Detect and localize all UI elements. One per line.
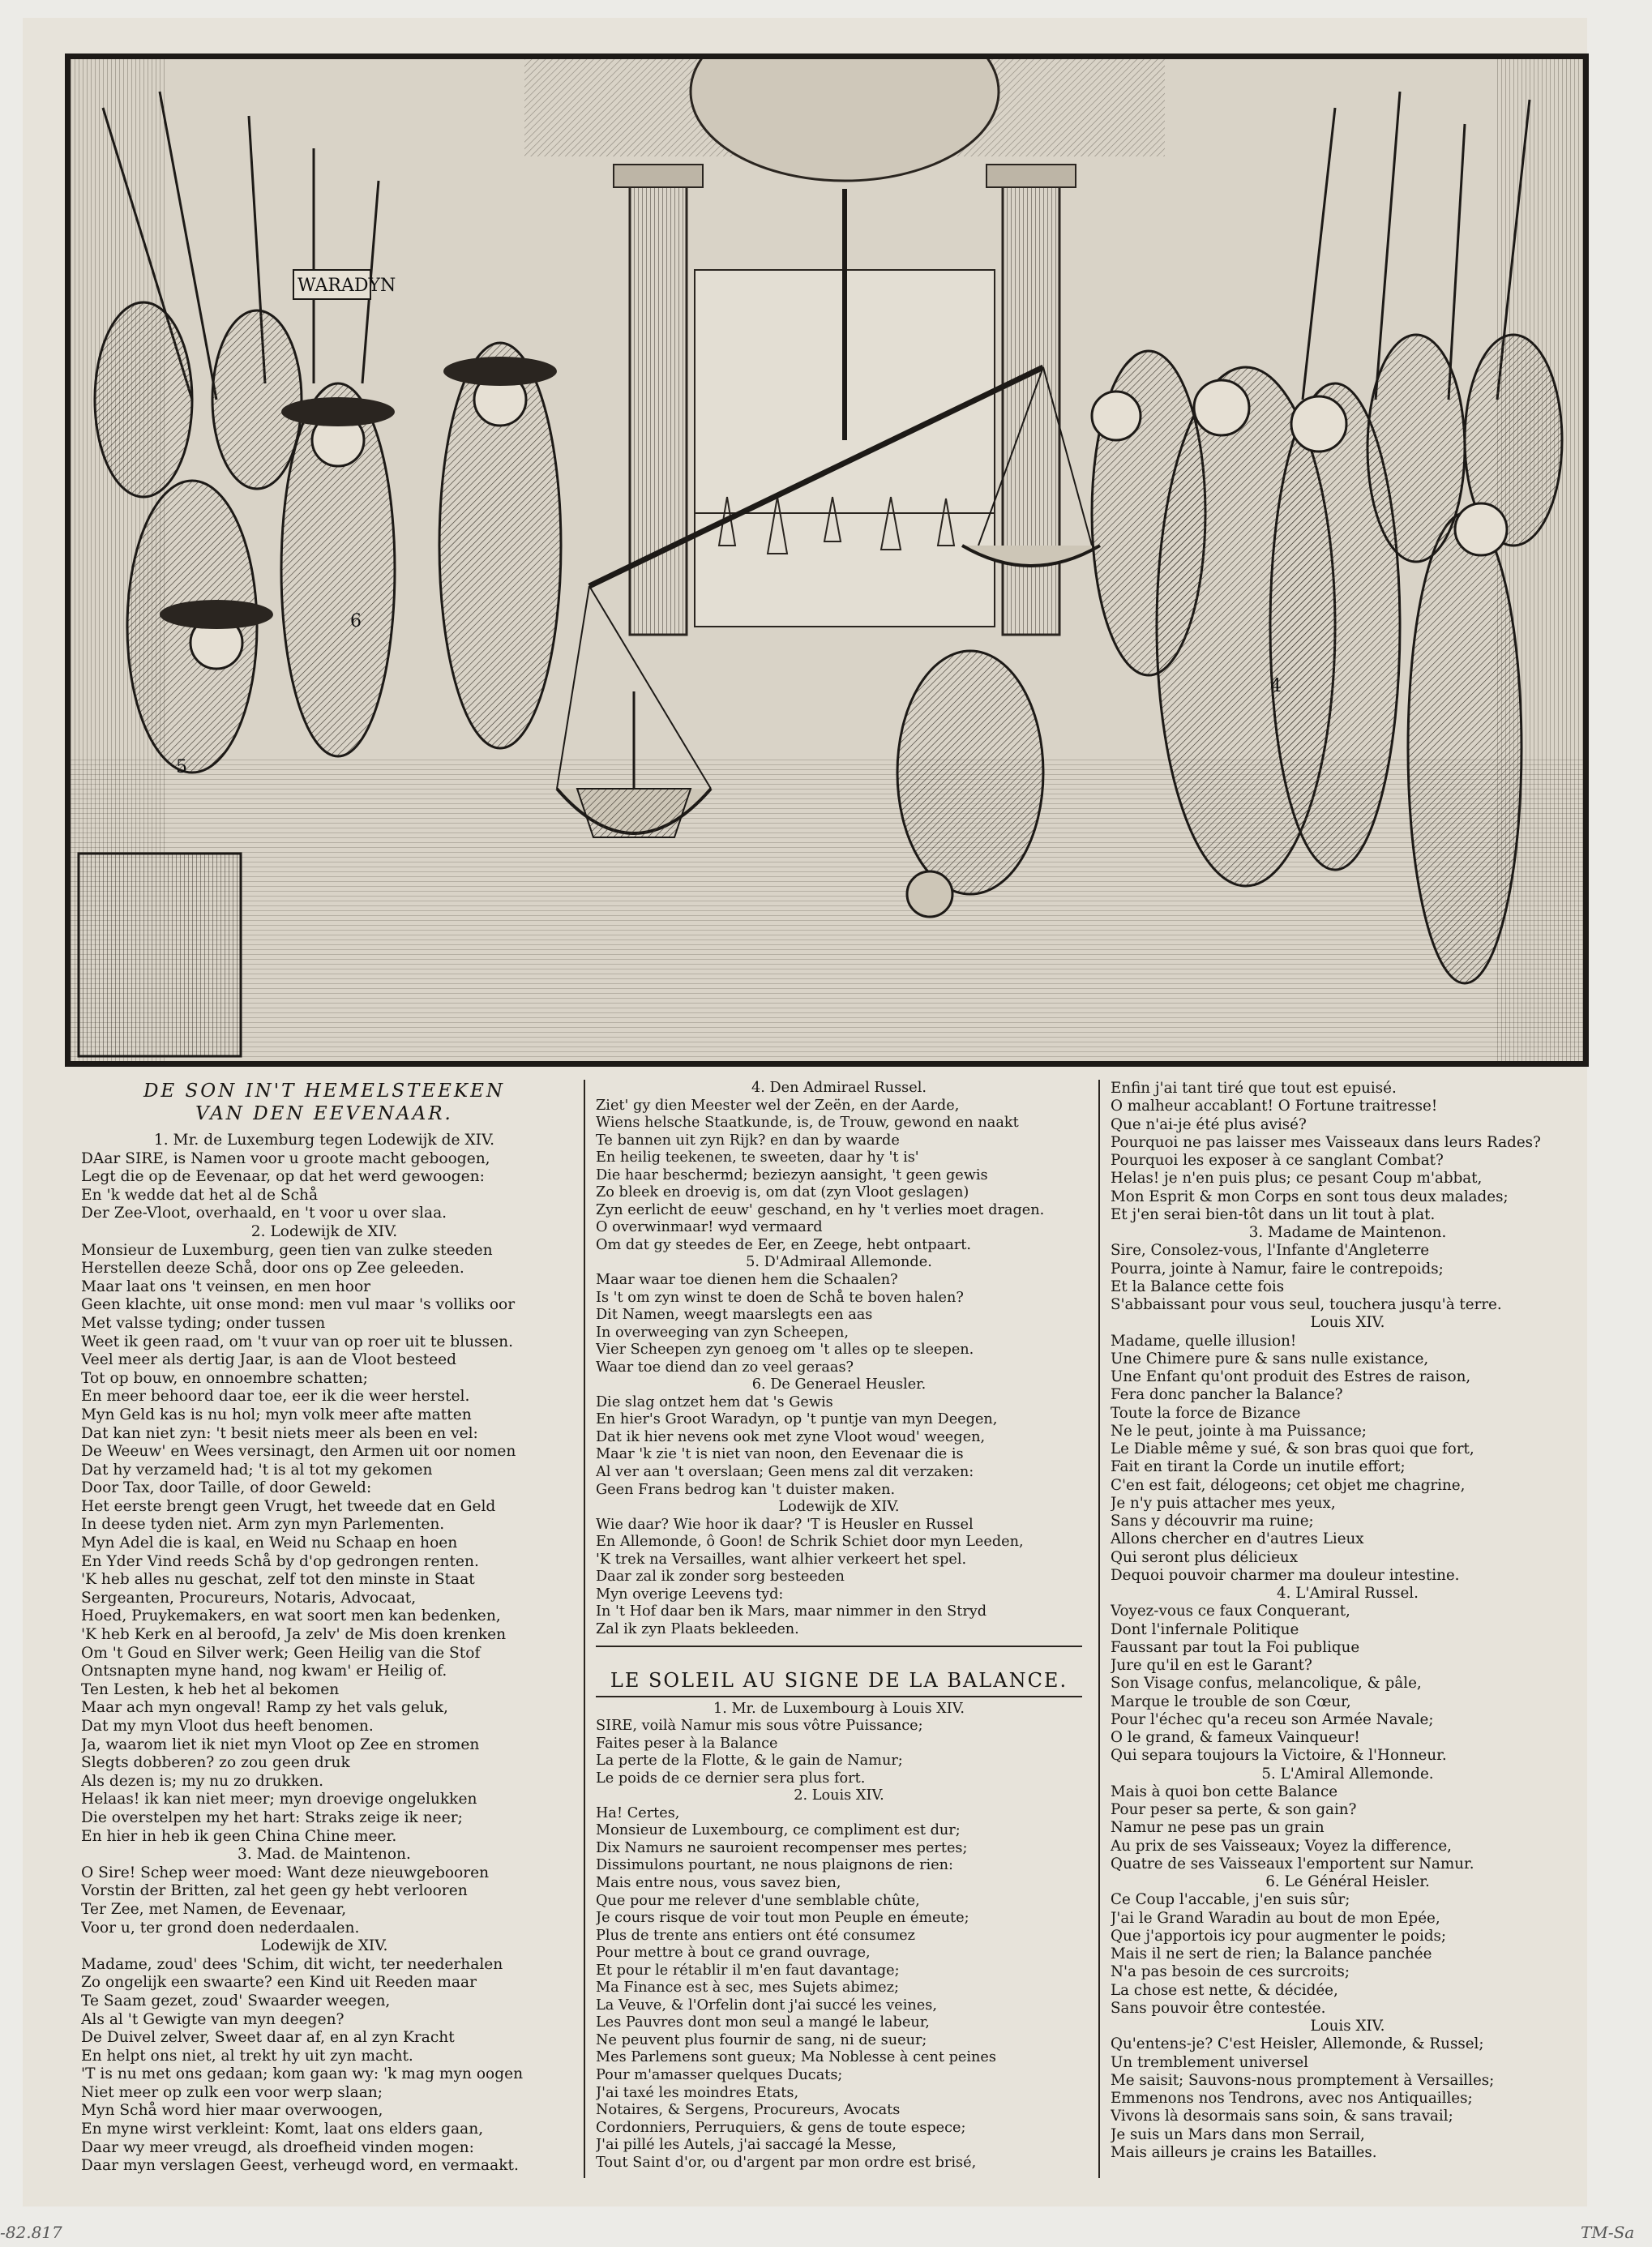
verse-line: Dix Namurs ne sauroient recompenser mes pertes; bbox=[596, 1839, 968, 1856]
verse-line: Toute la force de Bizance bbox=[1111, 1404, 1301, 1422]
figure-number-4: 4 bbox=[1270, 676, 1282, 696]
verse-line: Ten Lesten, k heb het al bekomen bbox=[81, 1680, 340, 1698]
verse-line: Voor u, ter grond doen nederdaalen. bbox=[81, 1919, 360, 1937]
verse-line: Ne peuvent plus fournir de sang, ni de sueur; bbox=[596, 2031, 927, 2048]
dutch-title-line2: VAN DEN EEVENAAR. bbox=[195, 1103, 453, 1124]
verse-line: Qui seront plus délicieux bbox=[1111, 1548, 1299, 1566]
verse-line: Ha! Certes, bbox=[596, 1804, 680, 1821]
verse-line: O le grand, & fameux Vainqueur! bbox=[1111, 1729, 1360, 1746]
verse-line: 3. Madame de Maintenon. bbox=[1248, 1224, 1447, 1241]
verse-line: Legt die op de Eevenaar, op dat het werd gewoogen: bbox=[81, 1168, 485, 1186]
verse-line: Allons chercher en d'autres Lieux bbox=[1111, 1530, 1364, 1548]
verse-line: 'K trek na Versailles, want alhier verkeert het spel. bbox=[596, 1551, 967, 1568]
verse-line: Et pour le rétablir il m'en faut davantage; bbox=[596, 1962, 900, 1979]
verse-line: Dat kan niet zyn: 't besit niets meer als been en vel: bbox=[81, 1424, 478, 1442]
verse-line: Tout Saint d'or, ou d'argent par mon ordre est brisé, bbox=[596, 2154, 977, 2171]
verse-line: 4. Den Admirael Russel. bbox=[751, 1080, 927, 1096]
verse-line: Une Chimere pure & sans nulle existance, bbox=[1111, 1350, 1429, 1367]
verse-line: Lodewijk de XIV. bbox=[260, 1937, 388, 1955]
verse-line: Notaires, & Sergens, Procureurs, Avocats bbox=[596, 2102, 901, 2119]
verse-line: Pourquoi ne pas laisser mes Vaisseaux dans leurs Rades? bbox=[1111, 1133, 1541, 1151]
verse-line: Als dezen is; my nu zo drukken. bbox=[81, 1772, 324, 1790]
verse-line: Dequoi pouvoir charmer ma douleur intestine. bbox=[1111, 1566, 1460, 1584]
verse-line: Un tremblement universel bbox=[1111, 2053, 1309, 2071]
verse-line: O Sire! Schep weer moed: Want deze nieuwgebooren bbox=[81, 1864, 490, 1881]
verse-line: Dat ik hier nevens ook met zyne Vloot woud' weegen, bbox=[596, 1428, 986, 1445]
verse-line: In overweeging van zyn Scheepen, bbox=[596, 1324, 849, 1341]
verse-line: 3. Mad. de Maintenon. bbox=[238, 1846, 411, 1864]
verse-line: La chose est nette, & décidée, bbox=[1111, 1981, 1338, 1999]
verse-line: 2. Louis XIV. bbox=[794, 1787, 884, 1804]
verse-line: 6. Le Général Heisler. bbox=[1265, 1873, 1430, 1890]
verse-line: Une Enfant qu'ont produit des Estres de raison, bbox=[1111, 1368, 1471, 1385]
verse-line: Enfin j'ai tant tiré que tout est epuisé. bbox=[1111, 1080, 1397, 1097]
verse-line: Zo ongelijk een swaarte? een Kind uit Reeden maar bbox=[81, 1974, 477, 1992]
verse-line: Pourra, jointe à Namur, faire le contrepoids; bbox=[1111, 1260, 1444, 1278]
verse-line: Marque le trouble de son Cœur, bbox=[1111, 1693, 1351, 1710]
verse-line: 'K heb Kerk en al beroofd, Ja zelv' de Mis doen krenken bbox=[81, 1626, 507, 1644]
verse-line: Mon Esprit & mon Corps en sont tous deux malades; bbox=[1111, 1188, 1509, 1205]
verse-line: Te Saam gezet, zoud' Swaarder weegen, bbox=[81, 1992, 391, 2009]
verse-line: De Weeuw' en Wees versinagt, den Armen uit oor nomen bbox=[81, 1443, 516, 1461]
verse-line: Te bannen uit zyn Rijk? en dan by waarde bbox=[596, 1132, 900, 1149]
verse-line: En Allemonde, ô Goon! de Schrik Schiet door myn Leeden, bbox=[596, 1534, 1024, 1551]
margin-note-left: -82.817 bbox=[0, 2223, 62, 2242]
verse-line: Maar laat ons 't veinsen, en men hoor bbox=[81, 1278, 371, 1295]
verse-line: Mais à quoi bon cette Balance bbox=[1111, 1783, 1338, 1800]
verse-line: J'ai le Grand Waradin au bout de mon Epée, bbox=[1111, 1909, 1440, 1927]
verse-line: En Yder Vind reeds Schå by d'op gedrongen renten. bbox=[81, 1552, 479, 1570]
verse-line: Het eerste brengt geen Vrugt, het tweede dat en Geld bbox=[81, 1497, 496, 1515]
verse-line: En myne wirst verkleint: Komt, laat ons elders gaan, bbox=[81, 2121, 484, 2138]
french-verse-lines bbox=[596, 1701, 1082, 2172]
verse-line: Die haar beschermd; beziezyn aansight, 't geen gewis bbox=[596, 1166, 988, 1183]
verse-line: Waar toe diend dan zo veel geraas? bbox=[596, 1359, 854, 1376]
verse-line: Sans y découvrir ma ruine; bbox=[1111, 1513, 1314, 1530]
verse-line: Zal ik zyn Plaats bekleeden. bbox=[596, 1620, 799, 1637]
print-sheet bbox=[23, 18, 1587, 2206]
middle-verse-column bbox=[596, 1080, 1082, 2178]
verse-line: Maar waar toe dienen hem die Schaalen? bbox=[596, 1272, 898, 1289]
verse-line: Myn Adel die is kaal, en Weid nu Schaap en hoen bbox=[81, 1534, 458, 1552]
verse-line: Jure qu'il en est le Garant? bbox=[1111, 1657, 1312, 1674]
verse-line: Veel meer als dertig Jaar, is aan de Vloot besteed bbox=[81, 1351, 457, 1369]
verse-line: C'en est fait, délogeons; cet objet me chagrine, bbox=[1111, 1476, 1466, 1494]
verse-line: 'T is nu met ons gedaan; kom gaan wy: 'k mag myn oogen bbox=[81, 2065, 524, 2083]
verse-line: Que n'ai-je été plus avisé? bbox=[1111, 1115, 1307, 1133]
verse-line: Der Zee-Vloot, overhaald, en 't voor u over slaa. bbox=[81, 1205, 447, 1222]
verse-text-block bbox=[65, 1080, 1589, 2182]
verse-line: Pour mettre à bout ce grand ouvrage, bbox=[596, 1945, 871, 1962]
verse-line: S'abbaissant pour vous seul, touchera jusqu'à terre. bbox=[1111, 1296, 1502, 1313]
verse-line: Le poids de ce dernier sera plus fort. bbox=[596, 1770, 866, 1787]
verse-line: Mais ailleurs je crains les Batailles. bbox=[1111, 2143, 1377, 2161]
french-title: LE SOLEIL AU SIGNE DE LA BALANCE. bbox=[596, 1668, 1082, 1697]
verse-line: Maar ach myn ongeval! Ramp zy het vals geluk, bbox=[81, 1699, 448, 1717]
verse-line: Pour m'amasser quelques Ducats; bbox=[596, 2066, 843, 2083]
verse-line: N'a pas besoin de ces surcroits; bbox=[1111, 1963, 1350, 1981]
verse-line: 5. L'Amiral Allemonde. bbox=[1261, 1765, 1434, 1783]
verse-line: 2. Lodewijk de XIV. bbox=[250, 1222, 398, 1240]
verse-line: Ne le peut, jointe à ma Puissance; bbox=[1111, 1422, 1367, 1440]
verse-line: Que j'apportois icy pour augmenter le poids; bbox=[1111, 1927, 1447, 1945]
verse-line: Lodewijk de XIV. bbox=[778, 1499, 900, 1516]
dutch-verse-lines bbox=[81, 1132, 567, 2176]
verse-line: In deese tyden niet. Arm zyn myn Parlementen. bbox=[81, 1516, 445, 1534]
verse-line: Ma Finance est à sec, mes Sujets abimez; bbox=[596, 1979, 899, 1997]
section-divider bbox=[596, 1646, 1082, 1668]
verse-line: Monsieur de Luxemburg, geen tien van zulke steeden bbox=[81, 1241, 493, 1259]
verse-line: Helaas! ik kan niet meer; myn droevige ongelukken bbox=[81, 1791, 477, 1808]
verse-line: Zyn eerlicht de eeuw' geschand, en hy 't verlies moet dragen. bbox=[596, 1201, 1045, 1218]
verse-line: 5. D'Admiraal Allemonde. bbox=[746, 1254, 932, 1271]
verse-line: 1. Mr. de Luxemburg tegen Lodewijk de XIV. bbox=[153, 1132, 495, 1149]
french-verse-column bbox=[1111, 1080, 1585, 2178]
verse-line: In 't Hof daar ben ik Mars, maar nimmer in den Stryd bbox=[596, 1603, 987, 1620]
verse-line: 6. De Generael Heusler. bbox=[751, 1376, 927, 1393]
verse-line: Dont l'infernale Politique bbox=[1111, 1620, 1299, 1638]
verse-line: SIRE, voilà Namur mis sous vôtre Puissance; bbox=[596, 1718, 923, 1735]
verse-line: Louis XIV. bbox=[1310, 1314, 1385, 1332]
verse-line: Son Visage confus, melancolique, & pâle, bbox=[1111, 1675, 1422, 1693]
verse-line: Au prix de ses Vaisseaux; Voyez la difference, bbox=[1111, 1837, 1452, 1855]
verse-line: Die overstelpen my het hart: Straks zeige ik neer; bbox=[81, 1808, 463, 1826]
verse-line: Daar myn verslagen Geest, verheugd word, en vermaakt. bbox=[81, 2157, 519, 2175]
verse-line: En helpt ons niet, al trekt hy uit zyn macht. bbox=[81, 2047, 413, 2065]
verse-line: Om dat gy steedes de Eer, en Zeege, hebt ontpaart. bbox=[596, 1236, 971, 1253]
verse-line: Je cours risque de voir tout mon Peuple en émeute; bbox=[596, 1910, 969, 1927]
verse-line: Sire, Consolez-vous, l'Infante d'Angleterre bbox=[1111, 1242, 1430, 1260]
verse-line: Om 't Goud en Silver werk; Geen Heilig van die Stof bbox=[81, 1644, 481, 1662]
verse-line: De Duivel zelver, Sweet daar af, en al zyn Kracht bbox=[81, 2029, 455, 2047]
verse-line: Dit Namen, weegt maarslegts een aas bbox=[596, 1307, 873, 1324]
verse-line: En hier in heb ik geen China Chine meer. bbox=[81, 1827, 397, 1845]
verse-line: Le Diable même y sué, & son bras quoi que fort, bbox=[1111, 1440, 1474, 1457]
verse-line: Et la Balance cette fois bbox=[1111, 1278, 1285, 1295]
verse-line: Monsieur de Luxembourg, ce compliment est dur; bbox=[596, 1822, 961, 1839]
verse-line: Faussant par tout la Foi publique bbox=[1111, 1638, 1360, 1656]
column-divider bbox=[1098, 1080, 1100, 2178]
verse-line: 1. Mr. de Luxembourg à Louis XIV. bbox=[713, 1700, 965, 1717]
verse-line: DAar SIRE, is Namen voor u groote macht geboogen, bbox=[81, 1149, 490, 1167]
verse-line: Ter Zee, met Namen, de Eevenaar, bbox=[81, 1900, 347, 1918]
verse-line: Fera donc pancher la Balance? bbox=[1111, 1386, 1343, 1404]
verse-line: Je n'y puis attacher mes yeux, bbox=[1111, 1494, 1336, 1512]
verse-line: Sergeanten, Procureurs, Notaris, Advocaat, bbox=[81, 1589, 417, 1607]
verse-line: Daar zal ik zonder sorg besteeden bbox=[596, 1569, 845, 1586]
verse-line: 'K heb alles nu geschat, zelf tot den minste in Staat bbox=[81, 1571, 475, 1589]
verse-line: Vier Scheepen zyn genoeg om 't alles op te sleepen. bbox=[596, 1342, 974, 1359]
verse-line: Dat my myn Vloot dus heeft benomen. bbox=[81, 1718, 374, 1735]
verse-line: Ontsnapten myne hand, nog kwam' er Heilig of. bbox=[81, 1663, 447, 1680]
verse-line: Weet ik geen raad, om 't vuur van op roer uit te blussen. bbox=[81, 1333, 514, 1350]
verse-line: La perte de la Flotte, & le gain de Namur; bbox=[596, 1753, 903, 1770]
verse-line: Mes Parlemens sont gueux; Ma Noblesse à cent peines bbox=[596, 2049, 996, 2066]
verse-line: Namur ne pese pas un grain bbox=[1111, 1819, 1325, 1837]
verse-line: Wie daar? Wie hoor ik daar? 'T is Heusler en Russel bbox=[596, 1516, 974, 1533]
verse-line: En 'k wedde dat het al de Schå bbox=[81, 1186, 319, 1204]
verse-line: 4. L'Amiral Russel. bbox=[1277, 1585, 1419, 1602]
verse-line: Me saisit; Sauvons-nous promptement à Versailles; bbox=[1111, 2071, 1495, 2089]
verse-line: Vorstin der Britten, zal het geen gy hebt verlooren bbox=[81, 1882, 468, 1900]
verse-line: Qu'entens-je? C'est Heisler, Allemonde, & Russel; bbox=[1111, 2035, 1484, 2053]
verse-line: Helas! je n'en puis plus; ce pesant Coup m'abbat, bbox=[1111, 1170, 1483, 1188]
verse-line: O malheur accablant! O Fortune traitresse! bbox=[1111, 1098, 1438, 1115]
verse-line: La Veuve, & l'Orfelin dont j'ai succé les veines, bbox=[596, 1997, 937, 2014]
verse-line: Emmenons nos Tendrons, avec nos Antiquailles; bbox=[1111, 2090, 1473, 2107]
verse-line: Et j'en serai bien-tôt dans un lit tout à plat. bbox=[1111, 1205, 1436, 1223]
verse-line: J'ai taxé les moindres Etats, bbox=[596, 2084, 799, 2101]
verse-line: En meer behoord daar toe, eer ik die weer herstel. bbox=[81, 1388, 470, 1406]
verse-line: Mais entre nous, vous savez bien, bbox=[596, 1874, 841, 1891]
verse-line: Dissimulons pourtant, ne nous plaignons de rien: bbox=[596, 1857, 954, 1874]
verse-line: Ce Coup l'accable, j'en suis sûr; bbox=[1111, 1891, 1350, 1909]
verse-line: Sans pouvoir être contestée. bbox=[1111, 1999, 1326, 2017]
column-divider bbox=[584, 1080, 585, 2178]
verse-line: Zo bleek en droevig is, om dat (zyn Vloot geslagen) bbox=[596, 1184, 969, 1201]
verse-line: Die slag ontzet hem dat 's Gewis bbox=[596, 1393, 833, 1410]
verse-line: Quatre de ses Vaisseaux l'emportent sur Namur. bbox=[1111, 1855, 1474, 1872]
verse-line: Louis XIV. bbox=[1310, 2018, 1385, 2035]
verse-line: Pourquoi les exposer à ce sanglant Combat? bbox=[1111, 1152, 1444, 1169]
verse-line: Slegts dobberen? zo zou geen druk bbox=[81, 1754, 350, 1772]
verse-line: Hoed, Pruykemakers, en wat soort men kan bedenken, bbox=[81, 1607, 501, 1625]
margin-note-right: TM-Sa bbox=[1581, 2223, 1635, 2242]
verse-line: O overwinmaar! wyd vermaard bbox=[596, 1219, 823, 1236]
engraving-illustration bbox=[71, 59, 1583, 1061]
verse-line: Mais il ne sert de rien; la Balance panchée bbox=[1111, 1945, 1432, 1962]
flag-label: WARADYN bbox=[297, 276, 396, 296]
verse-line: Als al 't Gewigte van myn deegen? bbox=[81, 2010, 345, 2028]
figure-number-5: 5 bbox=[176, 757, 187, 777]
verse-line: Madame, zoud' dees 'Schim, dit wicht, ter neederhalen bbox=[81, 1955, 503, 1973]
verse-line: Ziet' gy dien Meester wel der Zeën, en der Aarde, bbox=[596, 1097, 960, 1114]
verse-line: Plus de trente ans entiers ont été consumez bbox=[596, 1927, 915, 1944]
verse-line: Al ver aan 't overslaan; Geen mens zal dit verzaken: bbox=[596, 1464, 974, 1481]
verse-line: Daar wy meer vreugd, als droefheid vinden mogen: bbox=[81, 2138, 474, 2156]
verse-line: Met valsse tyding; onder tussen bbox=[81, 1314, 326, 1332]
verse-line: J'ai pillé les Autels, j'ai saccagé la Messe, bbox=[596, 2137, 897, 2154]
verse-line: Ja, waarom liet ik niet myn Vloot op Zee en stromen bbox=[81, 1736, 480, 1753]
verse-line: Les Pauvres dont mon seul a mangé le labeur, bbox=[596, 2014, 930, 2031]
verse-line: En heilig teekenen, te sweeten, daar hy 't is' bbox=[596, 1149, 919, 1166]
verse-line: Vivons là desormais sans soin, & sans travail; bbox=[1111, 2108, 1453, 2125]
verse-line: Fait en tirant la Corde un inutile effort; bbox=[1111, 1458, 1406, 1476]
verse-line: Maar 'k zie 't is niet van noon, den Eevenaar die is bbox=[596, 1446, 964, 1463]
verse-line: Que pour me relever d'une semblable chûte, bbox=[596, 1892, 920, 1909]
dutch-verse-column bbox=[81, 1080, 567, 2178]
verse-line: Niet meer op zulk een voor werp slaan; bbox=[81, 2083, 383, 2101]
verse-line: Myn Schå word hier maar overwoogen, bbox=[81, 2102, 383, 2120]
verse-line: Geen klachte, uit onse mond: men vul maar 's volliks oor bbox=[81, 1296, 516, 1314]
verse-line: Door Tax, door Taille, of door Geweld: bbox=[81, 1479, 372, 1497]
verse-line: Je suis un Mars dans mon Serrail, bbox=[1111, 2125, 1365, 2143]
verse-line: Faites peser à la Balance bbox=[596, 1735, 778, 1752]
verse-line: Voyez-vous ce faux Conquerant, bbox=[1111, 1603, 1350, 1620]
engraving-plate bbox=[65, 54, 1589, 1067]
verse-line: Myn overige Leevens tyd: bbox=[596, 1586, 784, 1603]
dutch-verse-continued bbox=[596, 1080, 1082, 1639]
verse-line: Wiens helsche Staatkunde, is, de Trouw, gewond en naakt bbox=[596, 1115, 1019, 1132]
verse-line: Myn Geld kas is nu hol; myn volk meer afte matten bbox=[81, 1406, 472, 1423]
verse-line: Is 't om zyn winst te doen de Schå te boven halen? bbox=[596, 1289, 964, 1306]
french-verse-continued bbox=[1111, 1080, 1585, 2162]
verse-line: Pour l'échec qu'a receu son Armée Navale; bbox=[1111, 1710, 1434, 1728]
verse-line: Qui separa toujours la Victoire, & l'Honneur. bbox=[1111, 1747, 1447, 1765]
dutch-title-line1: DE SON IN'T HEMELSTEEKEN bbox=[143, 1081, 505, 1102]
verse-line: Cordonniers, Perruquiers, & gens de toute espece; bbox=[596, 2119, 966, 2136]
verse-line: Herstellen deeze Schå, door ons op Zee geleeden. bbox=[81, 1260, 464, 1278]
figure-number-6: 6 bbox=[350, 611, 362, 631]
verse-line: Dat hy verzameld had; 't is al tot my gekomen bbox=[81, 1461, 433, 1479]
verse-line: Geen Frans bedrog kan 't duister maken. bbox=[596, 1481, 896, 1498]
verse-line: Pour peser sa perte, & son gain? bbox=[1111, 1801, 1357, 1818]
verse-line: Tot op bouw, en onnoembre schatten; bbox=[81, 1369, 368, 1387]
verse-line: En hier's Groot Waradyn, op 't puntje van myn Deegen, bbox=[596, 1411, 998, 1428]
verse-line: Madame, quelle illusion! bbox=[1111, 1332, 1297, 1350]
